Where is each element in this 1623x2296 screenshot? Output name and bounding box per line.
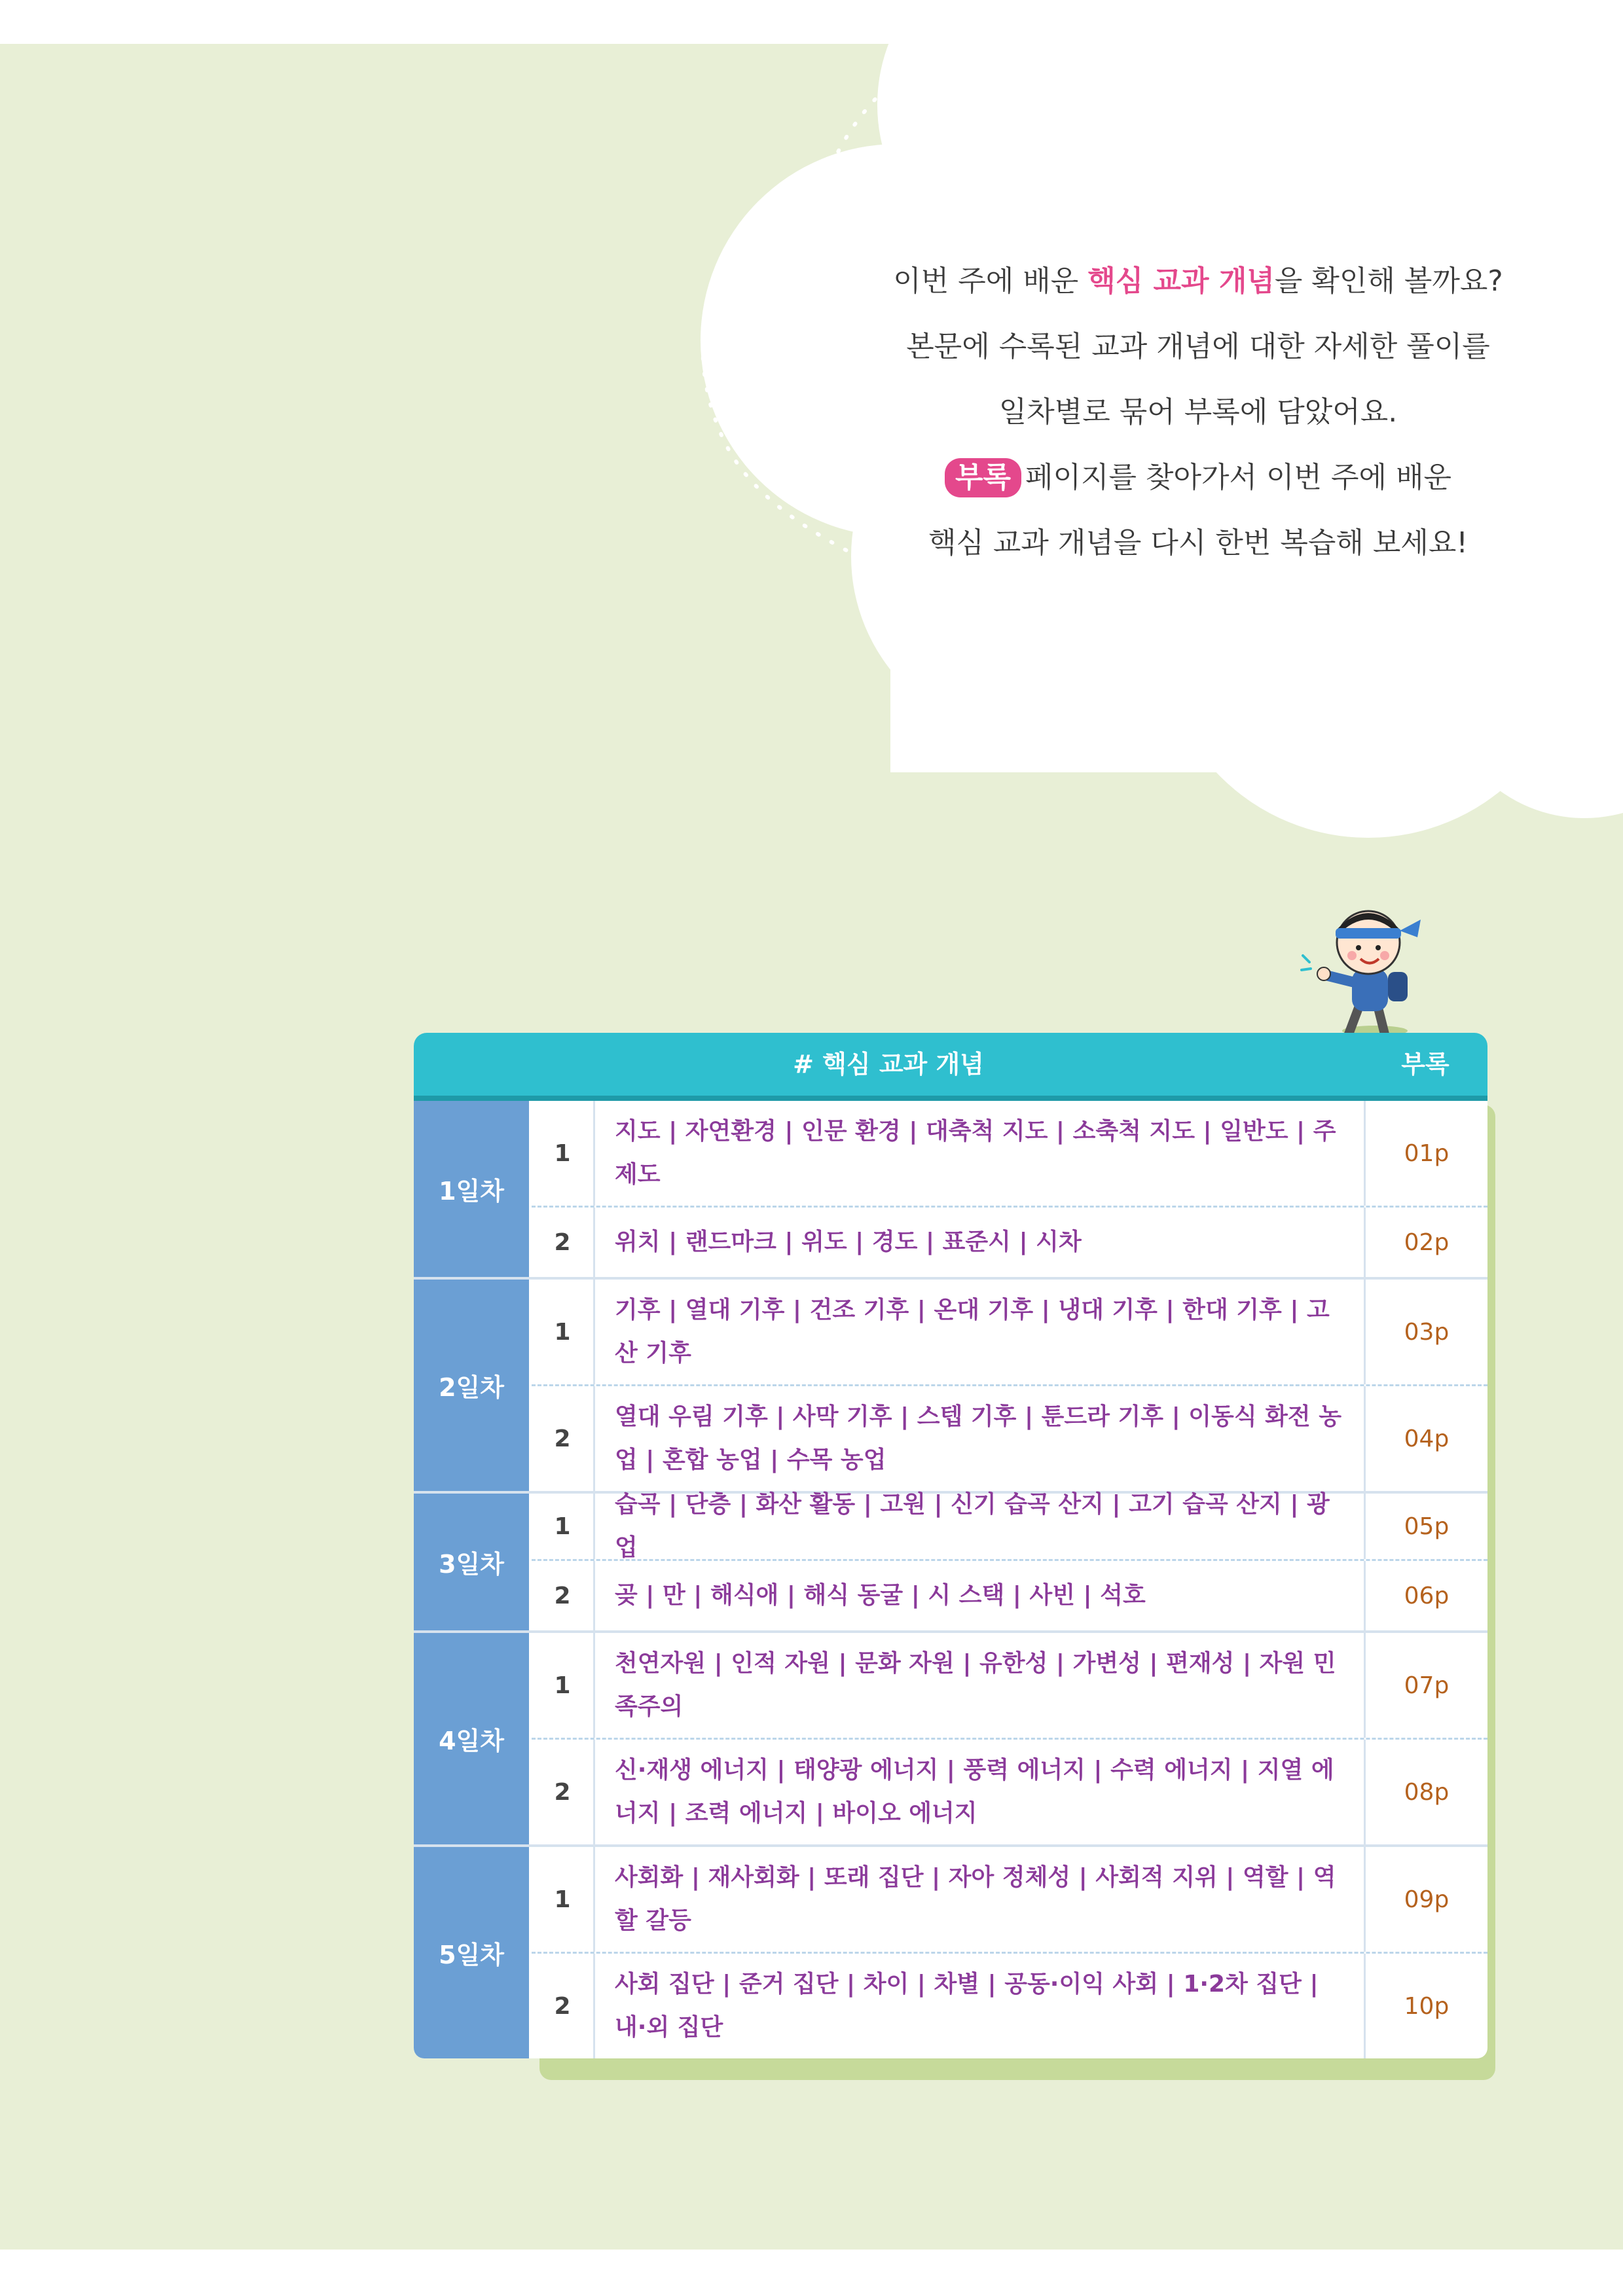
appendix-page: 02p — [1404, 1229, 1450, 1256]
table-header-title: # 핵심 교과 개념 — [793, 1050, 984, 1079]
sub-row — [532, 1101, 1487, 1208]
day-row-4 — [414, 1633, 1487, 1847]
table-header-page: 부록 — [1401, 1050, 1450, 1079]
sub-row — [532, 1740, 1487, 1844]
table-body — [414, 1101, 1487, 2058]
appendix-badge: 부록 — [945, 458, 1021, 497]
mascot-illustration — [1296, 890, 1440, 1041]
appendix-page: 05p — [1404, 1513, 1450, 1540]
sub-number: 1 — [532, 1633, 595, 1738]
sub-number: 1 — [532, 1280, 595, 1384]
appendix-page: 08p — [1404, 1778, 1450, 1806]
sub-row — [532, 1633, 1487, 1740]
sub-number: 2 — [532, 1561, 595, 1630]
sub-row — [532, 1847, 1487, 1954]
appendix-page: 07p — [1404, 1672, 1450, 1699]
day-row-5 — [414, 1847, 1487, 2058]
intro-line-2: 본문에 수록된 교과 개념에 대한 자세한 풀이를 — [906, 330, 1490, 363]
sub-number: 1 — [532, 1847, 595, 1952]
appendix-page: 09p — [1404, 1886, 1450, 1913]
appendix-page: 10p — [1404, 1992, 1450, 2020]
sub-number: 2 — [532, 1740, 595, 1844]
intro-line-1-pre: 이번 주에 배운 — [893, 264, 1088, 298]
table-header — [414, 1033, 1487, 1096]
appendix-page: 01p — [1404, 1139, 1450, 1167]
sub-row — [532, 1954, 1487, 2058]
sub-number: 2 — [532, 1208, 595, 1277]
concept-list: 습곡 | 단층 | 화산 활동 | 고원 | 신기 습곡 산지 | 고기 습곡 산지 | 광업 — [595, 1494, 1366, 1559]
concept-list: 신·재생 에너지 | 태양광 에너지 | 풍력 에너지 | 수력 에너지 | 지열 에너지 | 조력 에너지 | 바이오 에너지 — [595, 1740, 1366, 1844]
table-header-underline — [414, 1096, 1487, 1101]
appendix-page: 06p — [1404, 1582, 1450, 1609]
concept-list: 기후 | 열대 기후 | 건조 기후 | 온대 기후 | 냉대 기후 | 한대 기후 | 고산 기후 — [595, 1280, 1366, 1384]
intro-text — [871, 249, 1525, 576]
day-row-2 — [414, 1280, 1487, 1494]
intro-line-1-post: 을 확인해 볼까요? — [1274, 264, 1503, 298]
sub-row — [532, 1386, 1487, 1491]
day-label: 5일차 — [414, 1847, 532, 2058]
sub-row — [532, 1561, 1487, 1630]
intro-line-4 — [871, 445, 1525, 511]
sub-number: 2 — [532, 1954, 595, 2058]
concept-list: 곶 | 만 | 해식애 | 해식 동굴 | 시 스택 | 사빈 | 석호 — [595, 1561, 1366, 1630]
concept-list: 지도 | 자연환경 | 인문 환경 | 대축척 지도 | 소축척 지도 | 일반도 | 주제도 — [595, 1101, 1366, 1206]
intro-line-5: 핵심 교과 개념을 다시 한번 복습해 보세요! — [928, 526, 1468, 560]
appendix-page: 04p — [1404, 1425, 1450, 1452]
sub-row — [532, 1491, 1487, 1561]
concept-list: 천연자원 | 인적 자원 | 문화 자원 | 유한성 | 가변성 | 편재성 | 자원 민족주의 — [595, 1633, 1366, 1738]
day-label: 3일차 — [414, 1494, 532, 1630]
sub-row — [532, 1280, 1487, 1386]
day-label: 4일차 — [414, 1633, 532, 1844]
concept-list: 사회 집단 | 준거 집단 | 차이 | 차별 | 공동·이익 사회 | 1·2차 집단 | 내·외 집단 — [595, 1954, 1366, 2058]
intro-line-4-post: 페이지를 찾아가서 이번 주에 배운 — [1025, 461, 1451, 494]
appendix-page: 03p — [1404, 1318, 1450, 1346]
day-row-1 — [414, 1101, 1487, 1280]
concept-list: 위치 | 랜드마크 | 위도 | 경도 | 표준시 | 시차 — [595, 1208, 1366, 1277]
sub-number: 1 — [532, 1494, 595, 1559]
sub-row — [532, 1208, 1487, 1277]
concept-list: 열대 우림 기후 | 사막 기후 | 스텝 기후 | 툰드라 기후 | 이동식 화전 농업 | 혼합 농업 | 수목 농업 — [595, 1386, 1366, 1491]
day-row-3 — [414, 1491, 1487, 1633]
sub-number: 1 — [532, 1101, 595, 1206]
day-label: 2일차 — [414, 1280, 532, 1491]
concept-list: 사회화 | 재사회화 | 또래 집단 | 자아 정체성 | 사회적 지위 | 역할 | 역할 갈등 — [595, 1847, 1366, 1952]
intro-highlight: 핵심 교과 개념 — [1087, 264, 1275, 298]
intro-line-3: 일차별로 묶어 부록에 담았어요. — [998, 395, 1398, 429]
day-label: 1일차 — [414, 1101, 532, 1277]
intro-line-1 — [871, 249, 1525, 314]
concept-table — [414, 1033, 1487, 2058]
sub-number: 2 — [532, 1386, 595, 1491]
